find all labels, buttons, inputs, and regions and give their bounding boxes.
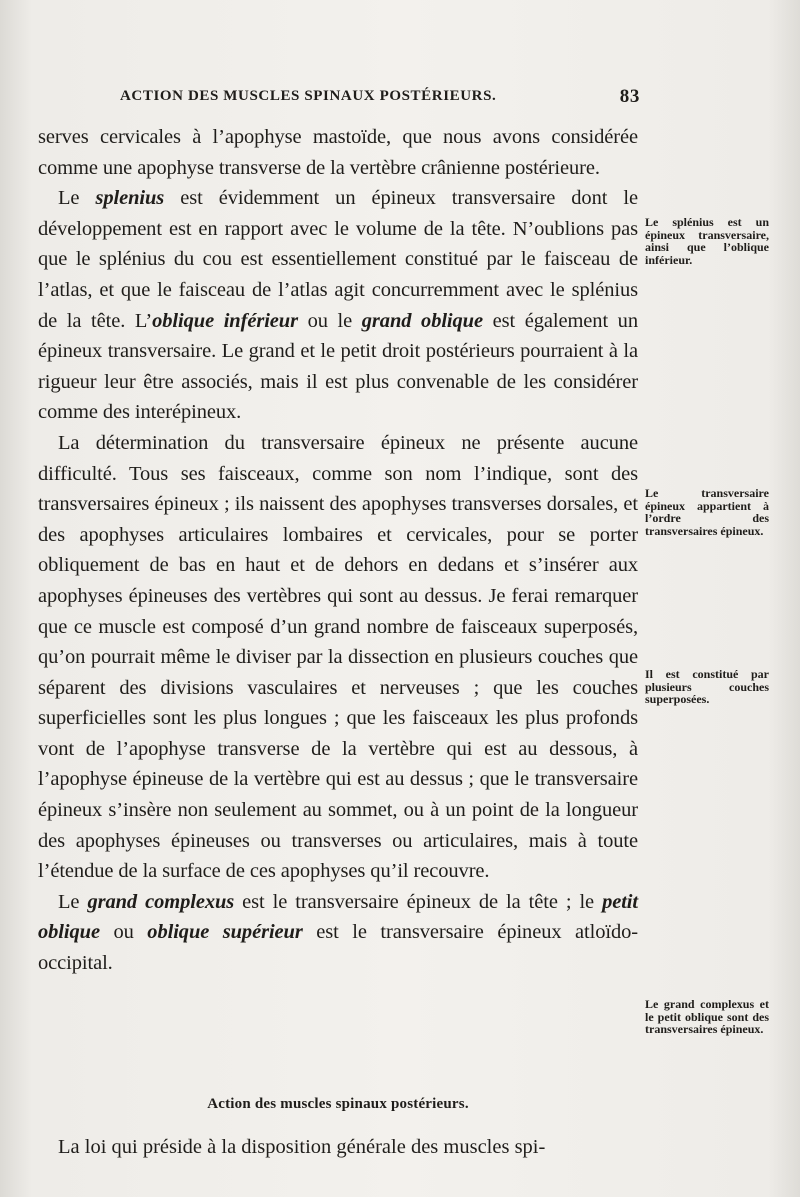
margin-note-couches: Il est constitué par plusieurs couches superposées.	[645, 667, 769, 706]
italic-term: oblique supérieur	[147, 921, 303, 944]
text-run: La détermination du transversaire épineux ne présente aucune difficulté. Tous ses faisceaux, comme son nom l’indique, sont des transversaires épineux ; ils naissent des apophyses transverses dorsales, et des apophyses articulaires lombaires et cervicales, pour se porter obliquement de bas en haut et de dehors en dedans et s’insérer aux apophyses épineuses des vertèbres qui sont au dessus. Je ferai remarquer que ce muscle est composé d’un grand nombre de faisceaux superposés, qu’on pourrait même le diviser par la dissection en plusieurs couches que séparent des divisions vasculaires et nerveuses ; que les couches superficielles sont les plus longues ; que les faisceaux les plus profonds vont de l’apophyse transverse de la vertèbre qui est au dessous, à l’apophyse épineuse de la vertèbre qui est au dessus ; que le transversaire épineux s’insère non seulement au sommet, ou à un point de la longueur des apophyses épineuses ou transverses ou articulaires, mais à toute l’étendue de la surface de ces apophyses qu’il recouvre.	[38, 431, 638, 883]
margin-note-transversaire: Le transversaire épineux appartient à l’ordre des transversaires épineux.	[645, 486, 769, 538]
text-run: serves cervicales à l’apophyse mastoïde, que nous avons considérée comme une apophyse transverse de la vertèbre crânienne postérieure.	[38, 126, 638, 179]
main-text	[38, 122, 638, 979]
running-title: ACTION DES MUSCLES SPINAUX POSTÉRIEURS.	[120, 88, 497, 104]
italic-term: splenius	[95, 187, 165, 210]
closing-paragraph: La loi qui préside à la disposition générale des muscles spi-	[58, 1136, 546, 1158]
italic-term: grand complexus	[87, 890, 235, 913]
margin-note-splenius: Le splénius est un épineux transversaire, ainsi que l’oblique inférieur.	[645, 215, 769, 267]
paragraph	[38, 428, 638, 887]
text-run: est également un épineux transversaire. Le grand et le petit droit postérieurs pourraient à la rigueur leur être associés, mais il est plus convenable de les considérer comme des interépineux.	[38, 309, 638, 424]
text-run: est le transversaire épineux de la tête ; le	[234, 890, 603, 913]
text-run: est le transversaire épineux atloïdo-occipital.	[38, 921, 638, 975]
running-header	[120, 86, 640, 110]
italic-term: grand oblique	[361, 309, 483, 332]
paragraph	[38, 887, 638, 979]
paragraph	[38, 122, 638, 183]
text-run: Le	[58, 890, 88, 913]
italic-term: oblique inférieur	[152, 309, 298, 332]
text-run: ou	[99, 921, 148, 944]
section-heading: Action des muscles spinaux postérieurs.	[207, 1096, 469, 1112]
text-run: est évidemment un épineux transversaire dont le développement est en rapport avec le volume de la tête. N’oublions pas que le splénius du cou est essentiellement constitué par le faisceau de l’atlas, et que le faisceau de l’atlas agit concurremment avec le splénius de la tête. L’	[38, 187, 638, 332]
paragraph	[38, 183, 638, 428]
italic-term: petit oblique	[38, 890, 638, 944]
margin-note-complexus: Le grand complexus et le petit oblique sont des transversaires épineux.	[645, 997, 769, 1036]
page-number: 83	[619, 86, 640, 107]
text-run: Le	[58, 187, 96, 210]
text-run: ou le	[297, 309, 362, 332]
